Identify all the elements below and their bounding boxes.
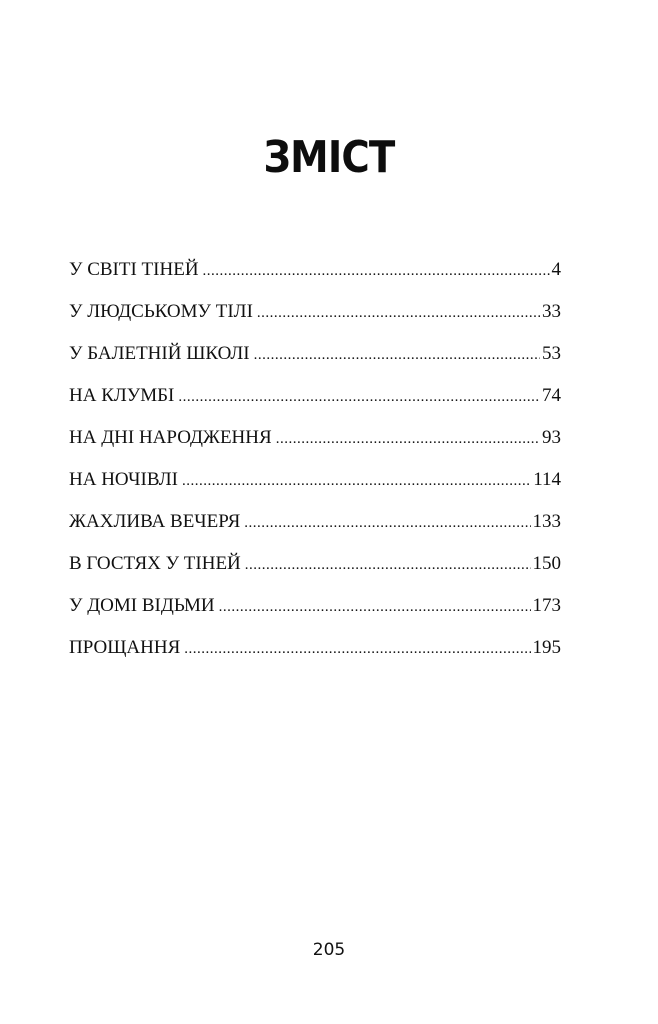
- toc-entry-title: У ЛЮДСЬКОМУ ТІЛІ: [69, 301, 253, 322]
- toc-entry: [69, 636, 561, 678]
- toc-entry-title: ПРОЩАННЯ: [69, 637, 181, 658]
- toc-dot-leader: [184, 636, 530, 661]
- toc-dot-leader: [244, 510, 530, 535]
- toc-entry-page: 173: [532, 595, 561, 616]
- toc-entry: [69, 510, 561, 552]
- toc-entry: [69, 594, 561, 636]
- toc-dot-leader: [203, 258, 550, 283]
- toc-entry-page: 93: [542, 427, 561, 448]
- toc-entry-title: НА КЛУМБІ: [69, 385, 175, 406]
- toc-entry: [69, 300, 561, 342]
- toc-entry-page: 150: [532, 553, 561, 574]
- toc-dot-leader: [257, 300, 540, 325]
- toc-entry-title: У ДОМІ ВІДЬМИ: [69, 595, 215, 616]
- toc-dot-leader: [178, 384, 540, 409]
- table-of-contents: [69, 258, 561, 678]
- toc-entry: [69, 426, 561, 468]
- toc-entry-title: У СВІТІ ТІНЕЙ: [69, 259, 199, 280]
- toc-entry: [69, 384, 561, 426]
- toc-entry-title: В ГОСТЯХ У ТІНЕЙ: [69, 553, 241, 574]
- toc-dot-leader: [254, 342, 540, 367]
- toc-dot-leader: [245, 552, 531, 577]
- toc-dot-leader: [182, 468, 531, 493]
- toc-entry-page: 4: [551, 259, 561, 280]
- toc-entry-title: У БАЛЕТНІЙ ШКОЛІ: [69, 343, 250, 364]
- toc-entry-title: НА ДНІ НАРОДЖЕННЯ: [69, 427, 272, 448]
- toc-entry-page: 114: [533, 469, 561, 490]
- toc-dot-leader: [219, 594, 531, 619]
- toc-entry: [69, 552, 561, 594]
- toc-dot-leader: [276, 426, 540, 451]
- toc-entry: [69, 468, 561, 510]
- toc-entry-page: 74: [542, 385, 561, 406]
- contents-heading: ЗМІСТ: [263, 132, 395, 183]
- page-number: 205: [312, 940, 346, 960]
- toc-entry-page: 33: [542, 301, 561, 322]
- toc-entry: [69, 258, 561, 300]
- toc-entry: [69, 342, 561, 384]
- toc-entry-page: 133: [532, 511, 561, 532]
- toc-entry-title: ЖАХЛИВА ВЕЧЕРЯ: [69, 511, 241, 532]
- toc-entry-page: 195: [532, 637, 561, 658]
- toc-entry-page: 53: [542, 343, 561, 364]
- toc-entry-title: НА НОЧІВЛІ: [69, 469, 178, 490]
